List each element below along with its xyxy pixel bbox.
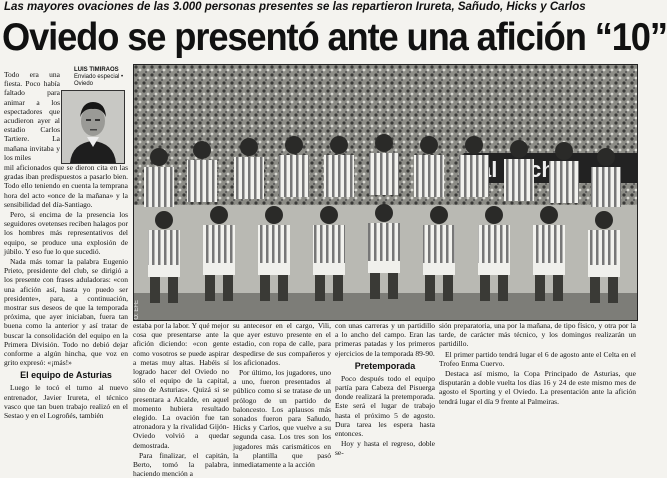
byline-bullet: • bbox=[121, 74, 124, 80]
byline-city: Oviedo bbox=[74, 81, 94, 87]
team-photo bbox=[133, 64, 638, 321]
paragraph: sión preparatoria, una por la mañana, de tipo físico, y otra por la tarde, de carácter más técnico, y los domingos realizarán un partidillo. bbox=[439, 321, 636, 349]
headline: Oviedo se presentó ante una afición “10” bbox=[2, 16, 667, 59]
kicker-subtitle: Las mayores ovaciones de las 3.000 personas presentes se las repartieron Irureta, Sañudo, Hicks y Carlos bbox=[4, 1, 586, 13]
byline-role: Enviado especial bbox=[74, 74, 120, 80]
paragraph: Poco después todo el equipo partía para Cabeza del Pisuerga donde realizará la pretemporada. Este será el lugar de trabajo hasta el próximo 5 de agosto. Dura tarea les espera hasta entonces. bbox=[335, 373, 435, 439]
subhead-pretemporada: Pretemporada bbox=[354, 360, 416, 371]
byline-role-line bbox=[74, 74, 130, 88]
paragraph: Pero, si encima de la presencia los seguidores ovetenses reciben halagos por los hombres más representativos del equipo, se produce una explosión de júbilo. Y eso fue lo que sucedió. bbox=[4, 210, 128, 256]
paragraph: Destaca así mismo, la Copa Principado de Asturias, que disputarán a doble vuelta los días 16 y 24 de este mismo mes de agosto el Sporting y el Oviedo. La presentación ante la afición tendrá lugar el día 9 frente al Palmeiras. bbox=[439, 369, 636, 406]
paragraph: Nada más tomar la palabra Eugenio Prieto, presidente del club, se dirigió a los presente con frases aduladoras: «con una afición así, hasta yo puedo ser presidente», para, a continuación, mostrar sus deseos de que la temporada próxima, que ayer iniciaban, fuera tan buena como la anterior y así tratar de buscar la consolidación del equipo en la Primera División. Todo no debió dejar conforme a algún hincha, que voz en grito expresó: «¡más!» bbox=[4, 257, 128, 368]
paragraph: Luego le tocó el turno al nuevo entrenador, Javier Irureta, el técnico vasco que tan buen trabajo realizó en el Sestao y en el Logroñés, también bbox=[4, 383, 128, 421]
column-1 bbox=[4, 163, 128, 451]
paragraph: mil aficionados que se dieron cita en las gradas iban predispuestos a pasarlo bien. Todo ello teniendo en cuenta la temprana hora del acto «once de la mañana» y la sensibilidad del día-Santiago. bbox=[4, 163, 128, 209]
paragraph: Por último, los jugadores, uno a uno, fueron presentados al público como si se tratase de un prólogo de un partido de baloncesto. Los aplausos más sonados fueron para Sañudo, Hicks y Carlos, que vuelve a su segunda casa. Los tres son los jugadores más carismáticos en la plantilla que pasó inmediatamente a la acción bbox=[233, 368, 331, 470]
paragraph: Hoy y hasta el regreso, doble se- bbox=[335, 439, 435, 458]
paragraph: Para finalizar, el capitán, Berto, tomó la palabra, haciendo mención a bbox=[133, 450, 229, 478]
column-2 bbox=[133, 321, 229, 478]
subhead-equipo-asturias: El equipo de Asturias bbox=[20, 370, 112, 381]
byline-name: LUIS TIMIRAOS bbox=[74, 67, 119, 73]
portrait-illustration bbox=[62, 91, 124, 163]
paragraph: Todo era una fiesta. Poco había faltado para animar a los espectadores que acudieron ayer al estadio Carlos Tartiere. La mañana invitaba y los miles bbox=[4, 70, 60, 162]
team-photo-illustration bbox=[134, 65, 637, 320]
paragraph: estaba por la labor. Y qué mejor cosa que presentarse ante la afición diciendo: «con gente como vosotros se puede aspirar a metas muy altas. Habéis sí logrado hacer del Oviedo no sólo el equipo de la capital, sino de Asturias». Quizá si se presentara a Alcalde, en aquel momento hubiera resultado elegido. La ovación fue tan atronadora y la rivalidad Gijón-Oviedo volvió a quedar demostrada. bbox=[133, 321, 229, 450]
column-1-top bbox=[4, 70, 60, 162]
column-5 bbox=[439, 321, 636, 451]
byline bbox=[74, 67, 130, 88]
column-3 bbox=[233, 321, 331, 470]
paragraph: El primer partido tendrá lugar el 6 de agosto ante el Celta en el Trofeo Enma Cuervo. bbox=[439, 349, 636, 368]
photo-credit: FOTO: EFE bbox=[134, 300, 140, 332]
svg-text:al hecha: hecha bbox=[503, 157, 568, 182]
paragraph: su antecesor en el cargo, Vili, que ayer estuvo presente en el estadio, con ropa de calle, para despedirse de sus compañeros y los aficionados. bbox=[233, 321, 331, 367]
column-4 bbox=[335, 321, 435, 458]
author-portrait-photo bbox=[61, 90, 125, 164]
paragraph: con unas carreras y un partidillo a lo ancho del campo. Eran las primeras patadas y los primeros ejercicios de la temporada 89-90. bbox=[335, 321, 435, 358]
